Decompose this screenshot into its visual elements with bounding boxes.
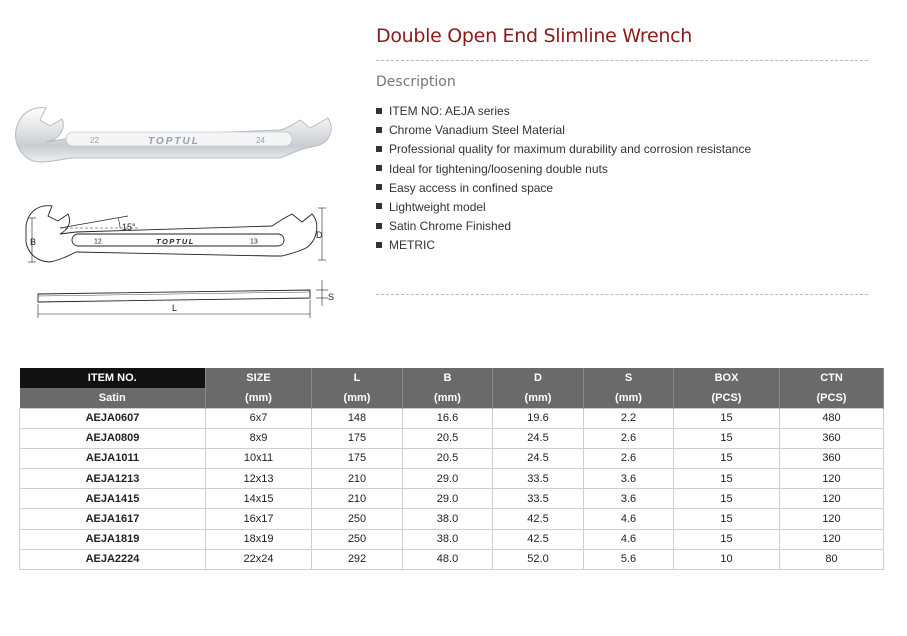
item-number-cell: AEJA1213 [20,469,206,489]
feature-item [376,103,751,122]
photo-brand: TOPTUL [148,136,200,147]
table-cell: 120 [780,509,884,529]
square-bullet-icon [376,108,382,114]
feature-text: Easy access in confined space [389,180,554,195]
table-subheader-row [20,388,884,408]
wrench-side-view [38,280,328,318]
column-header: CTN [780,368,884,388]
table-row [20,428,884,448]
dimension-l-label: L [172,303,178,313]
feature-item [376,237,751,256]
table-row [20,408,884,428]
feature-text: Chrome Vanadium Steel Material [389,123,565,138]
table-cell: 29.0 [403,469,493,489]
table-row [20,549,884,569]
table-cell: 3.6 [584,489,674,509]
table-cell: 360 [780,428,884,448]
item-number-cell: AEJA0809 [20,428,206,448]
table-header-row [20,368,884,388]
product-title: Double Open End Slimline Wrench [376,25,693,47]
square-bullet-icon [376,146,382,152]
column-unit: (mm) [584,388,674,408]
table-cell: 4.6 [584,529,674,549]
table-cell: 210 [312,489,403,509]
table-cell: 480 [780,408,884,428]
diagram-brand: TOPTUL [156,237,195,246]
feature-item [376,161,751,180]
table-cell: 2.2 [584,408,674,428]
table-cell: 38.0 [403,509,493,529]
table-cell: 15 [674,448,780,468]
column-unit: (mm) [403,388,493,408]
diagram-size-left: 12 [94,238,102,246]
table-row [20,489,884,509]
table-cell: 148 [312,408,403,428]
table-cell: 15 [674,529,780,549]
column-unit: (mm) [312,388,403,408]
table-cell: 33.5 [493,489,584,509]
table-cell: 3.6 [584,469,674,489]
wrench-diagram [26,206,326,262]
feature-item [376,122,751,141]
table-cell: 19.6 [493,408,584,428]
table-cell: 80 [780,549,884,569]
table-cell: 24.5 [493,428,584,448]
table-cell: 250 [312,529,403,549]
wrench-photo [16,108,332,162]
table-cell: 29.0 [403,489,493,509]
table-cell: 4.6 [584,509,674,529]
column-header: D [493,368,584,388]
spec-table-body [20,408,884,570]
wrench-illustration [10,100,350,330]
feature-list [376,103,751,257]
table-cell: 360 [780,448,884,468]
item-number-cell: AEJA1415 [20,489,206,509]
table-cell: 10 [674,549,780,569]
spec-table [19,368,884,570]
table-cell: 175 [312,428,403,448]
table-cell: 120 [780,529,884,549]
item-number-cell: AEJA1617 [20,509,206,529]
column-unit: (mm) [206,388,312,408]
item-number-cell: AEJA1819 [20,529,206,549]
square-bullet-icon [376,127,382,133]
column-header: B [403,368,493,388]
title-divider [376,60,868,61]
square-bullet-icon [376,184,382,190]
feature-item [376,218,751,237]
description-heading: Description [376,74,456,90]
description-divider [376,294,868,295]
table-cell: 42.5 [493,529,584,549]
table-cell: 5.6 [584,549,674,569]
table-cell: 16x17 [206,509,312,529]
photo-size-right: 24 [256,136,265,145]
table-row [20,469,884,489]
table-row [20,448,884,468]
feature-item [376,199,751,218]
table-cell: 15 [674,509,780,529]
table-cell: 18x19 [206,529,312,549]
feature-text: ITEM NO: AEJA series [389,104,510,118]
column-header: L [312,368,403,388]
column-header: SIZE [206,368,312,388]
column-unit: (mm) [493,388,584,408]
table-cell: 250 [312,509,403,529]
table-cell: 14x15 [206,489,312,509]
diagram-angle-label: 15° [122,222,136,232]
column-header: BOX [674,368,780,388]
table-cell: 15 [674,469,780,489]
table-cell: 120 [780,469,884,489]
table-cell: 120 [780,489,884,509]
dimension-d-label: D [316,230,323,240]
item-number-cell: AEJA2224 [20,549,206,569]
feature-text: METRIC [389,238,435,253]
dimension-b-label: B [30,237,37,247]
table-cell: 20.5 [403,428,493,448]
table-cell: 15 [674,408,780,428]
table-cell: 16.6 [403,408,493,428]
photo-size-left: 22 [90,136,99,145]
table-cell: 8x9 [206,428,312,448]
column-unit: (PCS) [674,388,780,408]
column-header: S [584,368,674,388]
dimension-s-label: S [328,292,335,302]
square-bullet-icon [376,223,382,229]
table-cell: 15 [674,489,780,509]
column-header: ITEM NO. [20,368,206,388]
feature-text: Ideal for tightening/loosening double nuts [389,161,608,176]
item-number-cell: AEJA1011 [20,448,206,468]
table-cell: 10x11 [206,448,312,468]
square-bullet-icon [376,203,382,209]
table-cell: 48.0 [403,549,493,569]
table-cell: 22x24 [206,549,312,569]
feature-text: Satin Chrome Finished [389,219,512,234]
feature-item [376,180,751,199]
feature-item [376,141,751,160]
table-row [20,529,884,549]
square-bullet-icon [376,165,382,171]
table-row [20,509,884,529]
feature-text: Lightweight model [389,199,486,214]
column-unit: (PCS) [780,388,884,408]
table-cell: 52.0 [493,549,584,569]
diagram-size-right: 13 [250,238,258,246]
table-cell: 2.6 [584,428,674,448]
table-cell: 12x13 [206,469,312,489]
item-number-cell: AEJA0607 [20,408,206,428]
square-bullet-icon [376,242,382,248]
table-cell: 292 [312,549,403,569]
table-cell: 24.5 [493,448,584,468]
table-cell: 2.6 [584,448,674,468]
table-cell: 175 [312,448,403,468]
table-cell: 38.0 [403,529,493,549]
table-cell: 15 [674,428,780,448]
column-unit: Satin [20,388,206,408]
table-cell: 6x7 [206,408,312,428]
table-cell: 210 [312,469,403,489]
table-cell: 33.5 [493,469,584,489]
table-cell: 20.5 [403,448,493,468]
feature-text: Professional quality for maximum durability and corrosion resistance [389,142,752,157]
table-cell: 42.5 [493,509,584,529]
